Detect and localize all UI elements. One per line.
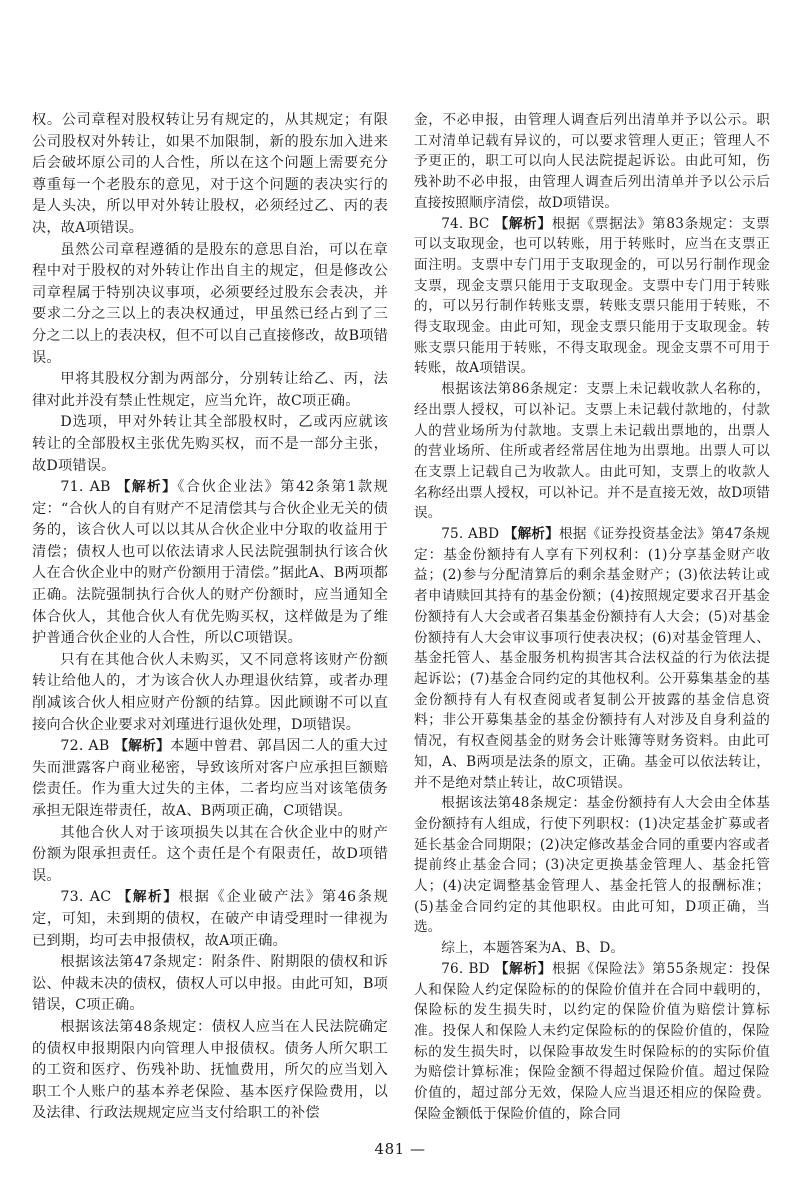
paragraph-text: 根据该法第48条规定：基金份额持有人大会由全体基金份额持有人组成，行使下列职权：(1)决定基金扩募或者延长基金合同期限；(2)决定修改基金合同的重要内容或者提前终止基金合同；(3)决定更换基金管理人、基金托管人；(4)决定调整基金管理人、基金托管人的报酬标准；(5)基金合同约定的其他职权。由此可知，D项正确，当选。 [414, 795, 770, 936]
paragraph-text: 根据《企业破产法》第46条规定，可知，未到期的债权，在破产申请受理时一律视为已到期，均可去申报债权，故A项正确。 [32, 889, 388, 949]
analysis-label: 【解析】 [117, 889, 179, 906]
paragraph-text: 权。公司章程对股权转让另有规定的，从其规定；有限公司股权对外转让，如果不加限制，新的股东加入进来后会破坏原公司的人合性，所以在这个问题上需要充分尊重每一个老股东的意见，对于这个问题的表决实行的是人头决，所以甲对外转让股权，必须经过乙、丙的表决，故A项错误。 [32, 112, 388, 236]
right-text-column [414, 110, 770, 1124]
paragraph-text: 虽然公司章程遵循的是股东的意思自治，可以在章程中对于股权的对外转让作出自主的规定，但是修改公司章程属于特别决议事项，必须要经过股东会表决，并要求二分之三以上的表决权通过，甲虽然已经占到了三分之二以上的表决权，但不可以自己直接修改，故B项错误。 [32, 241, 388, 366]
paragraph-text: 其他合伙人对于该项损失以其在合伙企业中的财产份额为限承担责任。这个责任是个有限责任，故D项错误。 [32, 824, 388, 884]
left-text-column [32, 110, 388, 1125]
text-paragraph [32, 952, 388, 1017]
question-answer-number: 75. ABD [441, 526, 500, 543]
text-paragraph [32, 1017, 388, 1125]
text-paragraph [414, 938, 770, 959]
paragraph-text: 本题中曾君、郭昌因二人的重大过失而泄露客户商业秘密，导致该所对客户应承担巨额赔偿责任。作为重大过失的主体，二者均应当对该笔债务承担无限连带责任，故A、B两项正确，C项错误。 [32, 738, 388, 819]
paragraph-text: 《合伙企业法》第42条第1款规定：“合伙人的自有财产不足清偿其与合伙企业无关的债务的，该合伙人可以以其从合伙企业中分取的收益用于清偿；债权人也可以依法请求人民法院强制执行该合伙人在合伙企业中的财产份额用于清偿。”据此A、B两项都正确。法院强制执行合伙人的财产份额时，应当通知全体合伙人，其他合伙人有优先购买权，这样做是为了维护普通合伙企业的人合性，所以C项错误。 [32, 479, 388, 647]
analysis-label: 【解析】 [494, 960, 553, 977]
text-paragraph [414, 793, 770, 938]
text-paragraph [32, 823, 388, 888]
answer-explanation-paragraph [32, 736, 388, 822]
paragraph-text: D选项，甲对外转让其全部股权时，乙或丙应就该转让的全部股权主张优先购买权，而不是一部分主张，故D项错误。 [32, 414, 388, 474]
answer-explanation-paragraph [32, 887, 388, 952]
text-paragraph [32, 369, 388, 412]
page-footer [0, 1140, 800, 1158]
question-answer-number: 76. BD [441, 960, 490, 977]
paragraph-text: 只有在其他合伙人未购买，又不同意将该财产份额转让给他人的，才为该合伙人办理退伙结算，或者办理削减该合伙人相应财产份额的结算。因此顾谢不可以直接向合伙企业要求对刘瑾进行退伙处理，D项错误。 [32, 651, 388, 733]
paragraph-text: 根据该法第48条规定：债权人应当在人民法院确定的债权申报期限内向管理人申报债权。债务人所欠职工的工资和医疗、伤残补助、抚恤费用，所欠的应当划入职工个人账户的基本养老保险、基本医疗保险费用，以及法律、行政法规规定应当支付给职工的补偿 [32, 1018, 388, 1122]
answer-explanation-paragraph [414, 524, 770, 793]
question-answer-number: 74. BC [441, 215, 490, 232]
question-answer-number: 71. AB [60, 479, 111, 496]
analysis-label: 【解析】 [114, 738, 171, 755]
paragraph-text: 根据该法第86条规定：支票上未记载收款人名称的，经出票人授权，可以补记。支票上未记载付款地的，付款人的营业场所为付款地。支票上未记载出票地的，出票人的营业场所、住所或者经常居住地为出票地。出票人可以在支票上记载自己为收款人。由此可知，支票上的收款人名称经出票人授权，可以补记。并不是直接无效，故D项错误。 [414, 381, 770, 522]
text-paragraph [414, 379, 770, 524]
answer-explanation-paragraph [414, 214, 770, 380]
text-paragraph [414, 110, 770, 214]
analysis-label: 【解析】 [503, 526, 560, 543]
paragraph-text: 根据该法第47条规定：附条件、附期限的债权和诉讼、仲裁未决的债权，债权人可以申报。由此可知，B项错误，C项正确。 [32, 954, 388, 1014]
page-number: 481 [374, 1140, 405, 1158]
page-footer-dash: — [409, 1140, 426, 1158]
paragraph-text: 根据《票据法》第83条规定：支票可以支取现金，也可以转账，用于转账时，应当在支票正面注明。支票中专门用于支取现金的，可以另行制作现金支票，现金支票只能用于支取现金。支票中专门用于转账的，可以另行制作转账支票，转账支票只能用于转账，不得支取现金。由此可知，现金支票只能用于支取现金。转账支票只能用于转账，不得支取现金。现金支票不可用于转账，故A项错误。 [414, 215, 770, 377]
question-answer-number: 73. AC [60, 889, 112, 906]
text-paragraph [32, 650, 388, 736]
paragraph-text: 甲将其股权分割为两部分，分别转让给乙、丙，法律对此并没有禁止性规定，应当允许，故C项正确。 [32, 371, 388, 409]
text-paragraph [32, 110, 388, 240]
answer-explanation-paragraph [414, 959, 770, 1125]
question-answer-number: 72. AB [60, 738, 110, 755]
analysis-label: 【解析】 [494, 215, 552, 232]
paragraph-text: 根据《保险法》第55条规定：投保人和保险人约定保险标的的保险价值并在合同中载明的，保险标的发生损失时，以约定的保险价值为赔偿计算标准。投保人和保险人未约定保险标的的保险价值的，保险标的发生损失时，以保险事故发生时保险标的的实际价值为赔偿计算标准；保险金额不得超过保险价值。超过保险价值的，超过部分无效，保险人应当退还相应的保险费。保险金额低于保险价值的，除合同 [414, 960, 770, 1122]
text-paragraph [32, 412, 388, 477]
paragraph-text: 根据《证券投资基金法》第47条规定：基金份额持有人享有下列权利：(1)分享基金财产收益；(2)参与分配清算后的剩余基金财产；(3)依法转让或者申请赎回其持有的基金份额；(4)按照规定要求召开基金份额持有人大会或者召集基金份额持有人大会；(5)对基金份额持有人大会审议事项行使表决权；(6)对基金管理人、基金托管人、基金服务机构损害其合法权益的行为依法提起诉讼；(7)基金合同约定的其他权利。公开募集基金的基金份额持有人有权查阅或者复制公开披露的基金信息资料；非公开募集基金的基金份额持有人对涉及自身利益的情况，有权查阅基金的财务会计账簿等财务资料。由此可知，A、B两项是法条的原文，正确。基金可以依法转让，并不是绝对禁止转让，故C项错误。 [414, 526, 771, 791]
answer-explanation-paragraph [32, 477, 388, 650]
analysis-label: 【解析】 [116, 479, 178, 496]
paragraph-text: 综上，本题答案为A、B、D。 [441, 940, 625, 957]
paragraph-text: 金，不必申报，由管理人调查后列出清单并予以公示。职工对清单记载有异议的，可以要求管理人更正；管理人不予更正的，职工可以向人民法院提起诉讼。由此可知，伤残补助不必申报，由管理人调查后列出清单并予以公示后直接按照顺序清偿，故D项错误。 [414, 112, 770, 211]
text-paragraph [32, 240, 388, 370]
